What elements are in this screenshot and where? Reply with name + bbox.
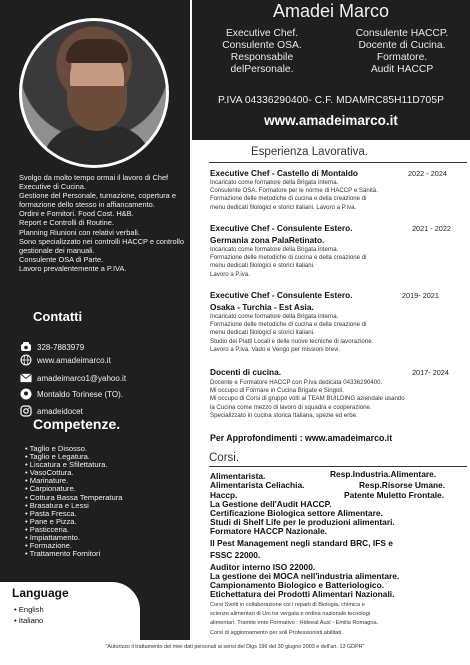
job-line: Formazione delle metodiche di cucina e della creazione di — [210, 254, 367, 262]
instagram-icon — [20, 405, 32, 417]
contact-phone-text: 328-7883979 — [37, 342, 85, 352]
corso-item: Patente Muletto Frontale. — [344, 490, 445, 500]
competenza-item: • Marinature. — [25, 477, 190, 485]
globe-icon — [20, 354, 32, 366]
corsi-heading: Corsi. — [209, 452, 240, 464]
job-line: Formazione delle metodiche di cucina e della creazione di — [210, 195, 367, 203]
competenza-item: • Pasta Fresca. — [25, 510, 190, 518]
corso-item: Il Pest Management negli standard BRC, IFS e — [210, 538, 393, 548]
role-item: Consulente OSA. — [222, 40, 302, 51]
job-line: Incaricato come formatore della Brigata interna. — [210, 179, 339, 186]
corso-item: La gestione dei MOCA nell'industria alimentare. — [210, 571, 400, 581]
competenza-item: • VasoCottura. — [25, 469, 190, 477]
contact-email[interactable] — [20, 372, 126, 384]
language-heading: Language — [12, 586, 69, 600]
sidebar — [0, 0, 190, 640]
job-line: Mi occupo di Corsi di gruppo volti al TEAM BUILDING aziendale usando — [210, 395, 405, 403]
language-panel — [0, 582, 140, 640]
role-item: Audit HACCP — [370, 64, 434, 75]
intro-line: Gestione del Personale, turnazione, copertura e formazione dello stesso in affiancamento. — [19, 191, 176, 210]
website-link[interactable]: www.amadeimarco.it — [264, 113, 398, 128]
job-date: 2022 - 2024 — [408, 169, 447, 178]
role-item: Responsabile — [230, 52, 294, 63]
mail-icon — [20, 372, 32, 384]
corsi-note-line: Corsi Svolti in collaborazione coi i reparti di Biologia, chimica e — [210, 602, 365, 608]
role-item: Consulente HACCP. — [355, 28, 449, 39]
job-title: Docenti di cucina. — [210, 367, 281, 377]
job-line: menu dedicati filologici e storici italiani. — [210, 262, 315, 270]
language-list — [14, 604, 44, 626]
role-item: Executive Chef. — [225, 28, 299, 39]
privacy-footer: "Autorizzo il trattamento dei miei dati personali ai sensi del Dlgs 196 del 30 giugno 2003 e dell'art. 13 GDPR" — [105, 644, 365, 650]
job-line: Incaricato come formatore della Brigata interna. — [210, 313, 339, 320]
corsi-note-line: scienze alimentari di Uni tor vergata e ordina nazionale tecnologi — [210, 611, 371, 618]
job-description — [210, 379, 468, 420]
intro-line: Lavoro prevalentemente a P.IVA. — [19, 263, 127, 273]
job-title: Executive Chef - Consulente Estero. — [210, 290, 353, 300]
corso-item: Certificazione Biologica settore Alimentare. — [210, 508, 383, 518]
job-subtitle: Germania zona PalaRetinato. — [210, 235, 325, 245]
corso-item: Alimentarista. — [210, 471, 266, 481]
contact-phone[interactable] — [20, 341, 84, 353]
job-date: 2017- 2024 — [412, 368, 449, 377]
location-pin-icon — [20, 388, 32, 400]
role-item: Docente di Cucina. — [358, 40, 446, 51]
job-description — [210, 179, 465, 212]
contact-web-text: www.amadeimarco.it — [37, 355, 111, 365]
competenza-item: • Carpionature. — [25, 485, 190, 493]
job-line: Lavoro a P.iva. — [210, 270, 250, 278]
intro-line: Svolgo da molto tempo ormai il lavoro di Chef Executive di Cucina. — [19, 173, 169, 192]
language-item: • English — [14, 604, 44, 615]
corsi-divider — [209, 466, 467, 467]
roles-left — [202, 28, 322, 76]
job-line: Specializzato in cucina storica Italiana, spezie ed erbe. — [210, 411, 358, 419]
job-line: Mi occupo di Formare in Cucina Brigate e Singoli. — [210, 387, 344, 395]
job-line: Consulente OSA. Formatore per le norme di HACCP e Sanità. — [210, 187, 378, 195]
competenza-item: • Impiattamento. — [25, 534, 190, 542]
role-item: Formatore. — [376, 52, 428, 63]
corso-item: Formatore HACCP Nazionale. — [210, 526, 328, 536]
roles-right — [342, 28, 462, 76]
intro-line: Sono specializzato nei controlli HACCP e controllo gestionale dei manuali. — [19, 236, 185, 255]
job-line: Lavoro a P.iva. Vado e Vengo per missioni brevi. — [210, 345, 341, 353]
job-title: Executive Chef - Consulente Estero. — [210, 223, 353, 233]
contatti-heading: Contatti — [33, 309, 83, 324]
competenza-item: • Taglio e Disosso. — [25, 445, 190, 453]
experience-heading: Esperienza Lavorativa. — [251, 146, 368, 158]
competenza-item: • Brasatura e Lessi — [25, 502, 190, 510]
intro-line: Consulente OSA di Parte. — [19, 254, 104, 264]
corsi-list — [210, 500, 468, 599]
competenze-heading: Competenze. — [33, 416, 121, 432]
corsi-note-line: alimentari. Tramite ente Formativo : Hideeal Ausl - Emilia Romagna. — [210, 620, 379, 627]
job-subtitle: Osaka - Turchia - Est Asia. — [210, 302, 314, 312]
competenza-item: • Cottura Bassa Temperatura — [25, 494, 190, 502]
job-description — [210, 313, 465, 354]
job-line: Formazione delle metodiche di cucina e della creazione di — [210, 321, 367, 329]
more-info-link[interactable]: Per Approfondimenti : www.amadeimarco.it — [210, 433, 393, 443]
competenza-item: • Pasticceria. — [25, 526, 190, 534]
role-item: delPersonale. — [230, 64, 294, 75]
corso-item: Studi di Shelf Life per le produzioni alimentari. — [210, 517, 395, 527]
job-date: 2019- 2021 — [402, 291, 439, 300]
corso-item: La Gestione dell'Audit HACCP. — [210, 499, 332, 509]
corsi-note — [210, 601, 468, 638]
competenza-item: • Liscatura e Sfilettatura. — [25, 461, 190, 469]
contact-email-text: amadeimarco1@yahoo.it — [37, 373, 127, 383]
job-description — [210, 246, 465, 279]
job-line: Docente e Formatore HACCP con P.Iva dedicata 04336290400. — [210, 379, 383, 386]
corso-item: FSSC 22000. — [210, 550, 261, 560]
contact-location — [20, 388, 123, 400]
job-line: Studio dei Piatti Locali e delle nuove tecniche di lavorazione. — [210, 337, 374, 345]
language-item: • Italiano — [14, 615, 44, 626]
intro-line: Planning Riunioni con relativi verbali. — [19, 227, 140, 237]
intro-line: Report e Controlli di Routine. — [19, 218, 114, 228]
competenza-item: • Trattamento Fornitori — [25, 550, 190, 558]
intro-text — [19, 173, 184, 273]
intro-line: Ordini e Fornitori. Food Cost. H&B. — [19, 209, 134, 219]
phone-icon — [20, 341, 32, 353]
competenze-list — [25, 445, 190, 558]
piva-line: P.IVA 04336290400- C.F. MDAMRC85H11D705P — [218, 95, 444, 106]
corso-item: Resp.Risorse Umane. — [359, 480, 446, 490]
profile-photo-frame — [19, 18, 169, 168]
corso-item: Resp.Industria.Alimentare. — [330, 469, 437, 479]
corso-item: Alimentarista Celiachia. — [210, 480, 305, 490]
competenza-item: • Pane e Pizza. — [25, 518, 190, 526]
contact-location-text: Montaldo Torinese (TO). — [37, 389, 123, 399]
job-title: Executive Chef - Castello di Montaldo — [210, 168, 358, 178]
person-name: Amadei Marco — [272, 1, 390, 21]
contact-web[interactable] — [20, 354, 111, 366]
experience-divider — [209, 162, 467, 163]
job-line: Incaricato come formatore della Brigata interna. — [210, 246, 339, 253]
job-line: la Cucina come mezzo di lavoro di squadra e cooperazione. — [210, 403, 372, 411]
corso-item: Auditor interno ISO 22000. — [210, 562, 316, 572]
corso-item: Etichettatura dei Prodotti Alimentari Nazionali. — [210, 589, 395, 599]
header-banner — [192, 0, 470, 140]
corso-item: Campionamento Biologico e Batteriologico. — [210, 580, 385, 590]
job-date: 2021 - 2022 — [412, 224, 451, 233]
contact-social-text: amadeidocet — [37, 406, 83, 416]
corso-item: Haccp. — [210, 490, 238, 500]
job-line: menu dedicati filologici e storici italiani. — [210, 329, 315, 337]
corsi-note-line: Corsi di aggiornamento per soli Professionisti abilitati. — [210, 629, 343, 636]
job-line: menu dedicati filologici e storici italiani. Lavoro a P.iva. — [210, 203, 357, 211]
competenza-item: • Taglio e Legatura. — [25, 453, 190, 461]
profile-photo — [22, 21, 166, 165]
competenza-item: • Formazione. — [25, 542, 190, 550]
